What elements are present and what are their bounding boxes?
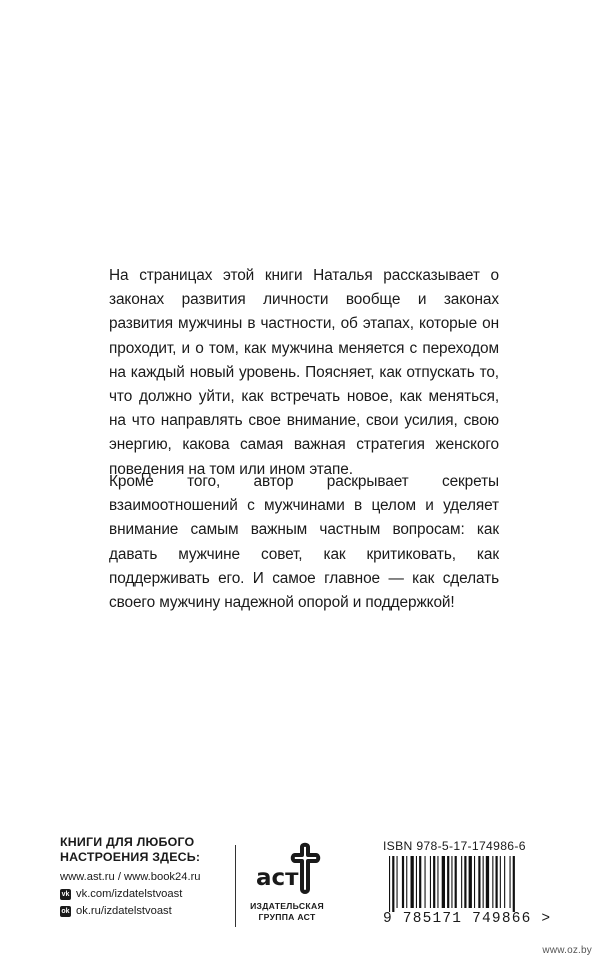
website-links[interactable]: www.ast.ru / www.book24.ru: [60, 871, 201, 883]
isbn-number: ISBN 978-5-17-174986-6: [383, 839, 526, 853]
footer-divider: [235, 845, 236, 927]
description-paragraph-1: [109, 264, 499, 482]
publisher-block: [246, 841, 328, 922]
ast-logo-icon: [246, 841, 328, 897]
ok-url[interactable]: ok.ru/izdatelstvoast: [76, 905, 172, 917]
vk-icon: vk: [61, 890, 70, 898]
description-paragraph-2: [109, 470, 499, 615]
ast-logo-text: аст: [256, 865, 299, 891]
vk-url[interactable]: vk.com/izdatelstvoast: [76, 888, 183, 900]
barcode-digits: 9 785171 749866 >: [383, 911, 552, 927]
watermark: www.oz.by: [542, 945, 592, 956]
isbn-block: [383, 839, 573, 927]
paragraph-1-text: На страницах этой книги Наталья рассказывает о законах развития личности вообще и законах развития мужчины в частности, об этапах, которые он проходит, и о том, как мужчина меняется с переходом на каждый новый уровень. Поясняет, как отпускать то, что должно уйти, как встречать новое, как меняться, на что направлять свое внимание, свои усилия, свою энергию, какова самая важная стратегия женского поведения на том или ином этапе.: [109, 267, 499, 478]
barcode-image: [383, 856, 563, 912]
paragraph-2-text: Кроме того, автор раскрывает секреты взаимоотношений с мужчинами в целом и уделяет внимание самым важным частным вопросам: как давать мужчине совет, как критиковать, как поддерживать его. И самое главное — как сделать своего мужчину надежной опорой и поддержкой!: [109, 473, 499, 612]
publisher-name: ИЗДАТЕЛЬСКАЯ ГРУППА АСТ: [250, 901, 324, 922]
promo-title: КНИГИ ДЛЯ ЛЮБОГО НАСТРОЕНИЯ ЗДЕСЬ:: [60, 835, 201, 864]
social-link-ok[interactable]: [60, 905, 235, 917]
ok-icon: ok: [61, 907, 70, 915]
social-link-vk[interactable]: [60, 888, 235, 900]
promo-block: [60, 835, 235, 917]
cover-footer: [0, 835, 600, 945]
